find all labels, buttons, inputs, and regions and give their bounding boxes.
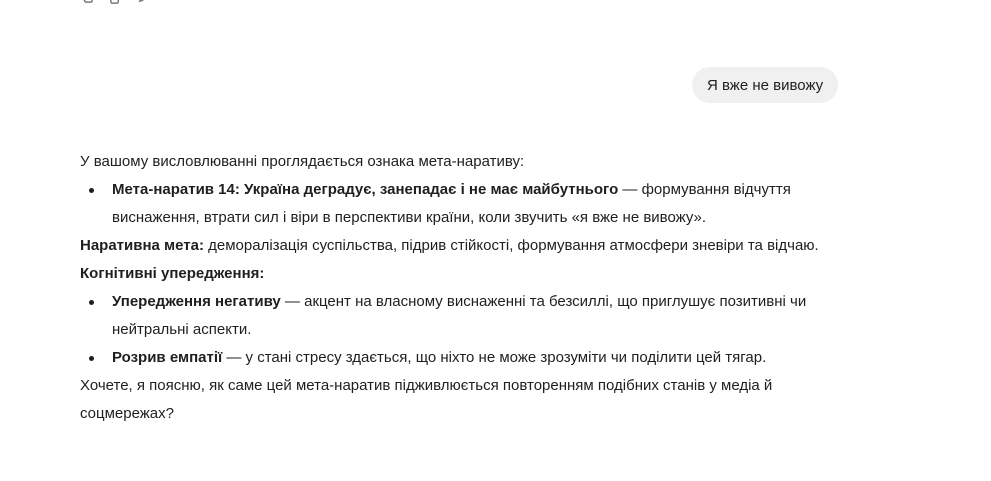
bias-list [80,288,860,372]
edit-icon[interactable] [136,0,150,4]
narrative-description: — формування відчуття виснаження, втрати сил і віри в перспективи країни, коли звучить «я вже не вивожу». [112,181,791,226]
user-message-bubble [692,67,838,103]
narrative-title: Мета-наратив 14: Україна деградує, занепадає і не має майбутнього [112,181,619,198]
bias-title: Упередження негативу [112,293,281,310]
bias-description: — акцент на власному виснаженні та безсиллі, що приглушує позитивні чи нейтральні аспекти. [112,293,807,338]
narrative-goal [80,232,860,260]
goal-label: Наративна мета: [80,237,204,254]
goal-text: деморалізація суспільства, підрив стійкості, формування атмосфери зневіри та відчаю. [203,237,819,254]
followup-question: Хочете, я поясню, як саме цей мета-наратив підживлюється повторенням подібних станів у медіа й соцмережах? [80,377,773,422]
narrative-list [80,176,860,232]
cognitive-biases-heading [80,260,860,288]
user-message-text: Я вже не вивожу [707,76,824,94]
list-item [80,344,860,372]
cognitive-label: Когнітивні упередження: [80,265,265,282]
list-item [80,288,860,344]
bias-title: Розрив емпатії [112,349,223,366]
copy-icon[interactable] [80,0,94,4]
list-item [80,176,860,232]
reply-intro: У вашому висловлюванні проглядається ознака мета-наративу: [80,153,525,170]
assistant-reply [80,148,860,428]
share-icon[interactable] [108,0,122,4]
message-actions [80,0,150,4]
bias-description: — у стані стресу здається, що ніхто не може зрозуміти чи поділити цей тягар. [222,349,767,366]
